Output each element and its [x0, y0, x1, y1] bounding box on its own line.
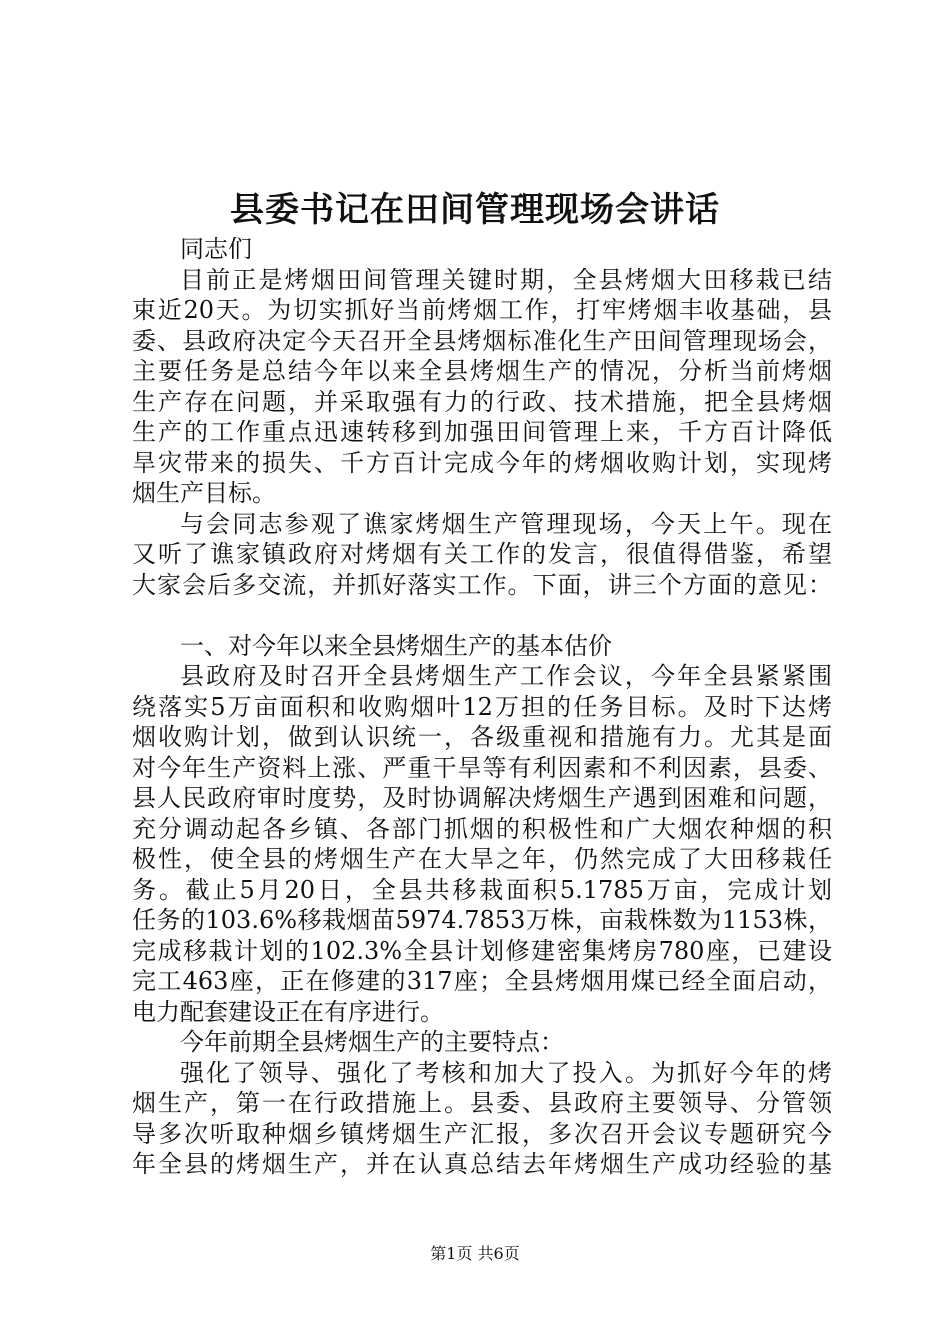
text-line: 生产存在问题，并采取强有力的行政、技术措施，把全县烤烟 — [132, 387, 832, 416]
text-line: 同志们 — [180, 235, 252, 263]
text-line: 对今年生产资料上涨、严重干旱等有利因素和不利因素，县委、 — [132, 753, 832, 782]
text-line: 束近20天。为切实抓好当前烤烟工作，打牢烤烟丰收基础，县 — [132, 296, 832, 324]
text-line: 与会同志参观了谯家烤烟生产管理现场，今天上午。现在 — [180, 509, 832, 538]
text-line: 极性，使全县的烤烟生产在大旱之年，仍然完成了大田移栽任 — [132, 845, 832, 873]
text-line: 绕落实5万亩面积和收购烟叶12万担的任务目标。及时下达烤 — [132, 692, 832, 721]
text-line: 烟收购计划，做到认识统一，各级重视和措施有力。尤其是面 — [132, 723, 832, 751]
text-line: 旱灾带来的损失、千方百计完成今年的烤烟收购计划，实现烤 — [132, 448, 832, 477]
document-body — [132, 234, 832, 1180]
text-line: 完工463座，正在修建的317座；全县烤烟用煤已经全面启动， — [132, 967, 832, 995]
text-line: 强化了领导、强化了考核和加大了投入。为抓好今年的烤 — [180, 1058, 832, 1087]
text-line: 任务的103.6%移栽烟苗5974.7853万株，亩栽株数为1153株， — [132, 906, 832, 934]
text-line: 烟生产，第一在行政措施上。县委、县政府主要领导、分管领 — [132, 1089, 832, 1117]
text-line: 生产的工作重点迅速转移到加强田间管理上来，千方百计降低 — [132, 418, 832, 446]
text-line: 主要任务是总结今年以来全县烤烟生产的情况，分析当前烤烟 — [132, 357, 832, 385]
text-line: 又听了谯家镇政府对烤烟有关工作的发言，很值得借鉴，希望 — [132, 540, 832, 568]
text-line: 一、对今年以来全县烤烟生产的基本估价 — [180, 631, 612, 660]
text-line: 大家会后多交流，并抓好落实工作。下面，讲三个方面的意见： — [132, 570, 832, 599]
text-line: 委、县政府决定今天召开全县烤烟标准化生产田间管理现场会， — [132, 326, 832, 355]
text-line: 充分调动起各乡镇、各部门抓烟的积极性和广大烟农种烟的积 — [132, 814, 832, 843]
page-footer: 第1页 共6页 — [430, 1244, 520, 1263]
text-line: 完成移栽计划的102.3%全县计划修建密集烤房780座，已建设 — [132, 936, 832, 965]
document-title: 县委书记在田间管理现场会讲话 — [230, 190, 720, 230]
text-line: 烟生产目标。 — [132, 479, 276, 507]
text-line: 目前正是烤烟田间管理关键时期，全县烤烟大田移栽已结 — [180, 265, 832, 294]
text-line: 导多次听取种烟乡镇烤烟生产汇报，多次召开会议专题研究今 — [132, 1119, 832, 1148]
paragraph-gap — [132, 600, 832, 631]
text-line: 县政府及时召开全县烤烟生产工作会议，今年全县紧紧围 — [180, 662, 832, 690]
text-line: 电力配套建设正在有序进行。 — [132, 997, 444, 1026]
text-line: 务。截止5月20日，全县共移栽面积5.1785万亩，完成计划 — [132, 875, 832, 904]
text-line: 今年前期全县烤烟生产的主要特点： — [180, 1028, 564, 1056]
text-line: 年全县的烤烟生产，并在认真总结去年烤烟生产成功经验的基 — [132, 1150, 832, 1178]
text-line: 县人民政府审时度势，及时协调解决烤烟生产遇到困难和问题， — [132, 784, 832, 812]
